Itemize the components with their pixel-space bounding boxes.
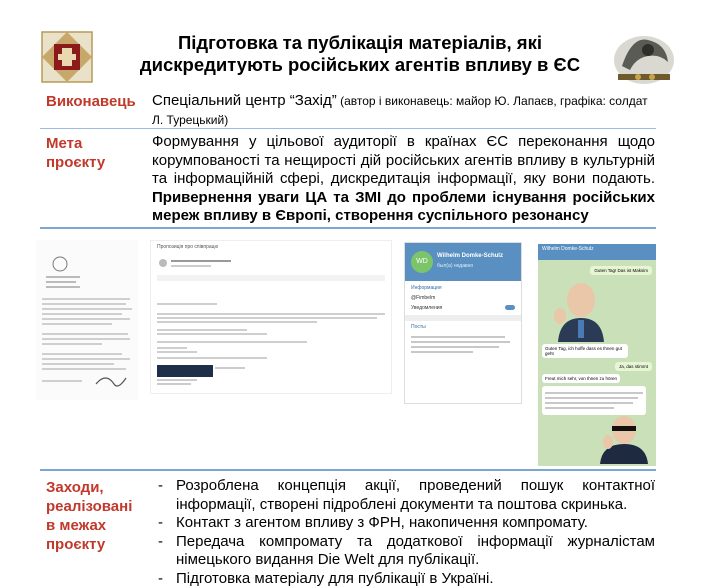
measures-label-line-1: Заходи, — [46, 478, 132, 497]
tg-profile-header — [405, 243, 521, 281]
executor-main: Спеціальний центр “Захід” — [152, 92, 337, 109]
sticker-portrait-icon — [546, 278, 616, 342]
page-title — [110, 32, 610, 76]
email-body-graphic — [151, 253, 391, 393]
tg-chat-header: Wilhelm Domke-Schulz — [538, 244, 656, 260]
chat-long-message — [542, 386, 646, 415]
list-item-text: Розроблена концепція акції, проведений пошук контактної інформації, створені підроблені документи та поштова скринька. — [176, 477, 655, 514]
chat-message: Ja, das stimmt — [615, 362, 652, 371]
divider — [40, 469, 656, 471]
emblem-logo-left — [40, 28, 94, 86]
goal-label-line-2: проєкту — [46, 153, 105, 172]
chat-message: Guten Tag, ich hoffe dass es Ihnen gut geht — [542, 344, 628, 358]
goal-text-normal: Формування у цільової аудиторії в країнах ЄС переконання щодо корумпованості та нещирості дій російських агентів впливу в культурній та інформаційній сфері, дискредитація інформації, яку вони подають. — [152, 133, 655, 187]
goal-label — [46, 134, 105, 172]
measures-list — [158, 477, 655, 588]
letter-document-image — [36, 240, 138, 400]
goal-text — [152, 133, 655, 226]
executor-detail: (автор і виконавець: майор Ю. Лапаєв, графіка: солдат Л. Турецький) — [152, 94, 648, 127]
tg-handle: @Fimbelm — [405, 295, 521, 301]
executor-label: Виконавець — [46, 92, 136, 111]
tg-name: Wilhelm Domke-Schulz — [437, 253, 503, 259]
telegram-profile-image — [404, 242, 522, 404]
tg-post-lines — [405, 336, 521, 353]
tg-notifications-label: Уведомления — [411, 305, 442, 311]
tg-notifications-row — [405, 301, 521, 315]
list-item-text: Контакт з агентом впливу з ФРН, накопичення компромату. — [176, 514, 655, 533]
tg-info-label: Информация — [405, 281, 521, 295]
executor-text — [152, 92, 652, 129]
chat-message: Guten Tag! Das ist Maksim — [590, 266, 652, 275]
list-item-text: Передача компромату та додаткової інформації журналістам німецького видання Die Welt для публікації. — [176, 533, 655, 570]
telegram-chat-image — [538, 244, 656, 466]
divider — [40, 128, 656, 129]
list-item: - Підготовка матеріалу для публікації в Україні. — [158, 570, 655, 588]
list-item: - Передача компромату та додаткової інформації журналістам німецького видання Die Welt для публікації. — [158, 533, 655, 570]
list-item: - Контакт з агентом впливу з ФРН, накопичення компромату. — [158, 514, 655, 533]
tg-avatar: WD — [411, 251, 433, 273]
toggle-icon — [505, 305, 515, 310]
sticker-portrait-icon — [594, 412, 654, 464]
list-item-text: Підготовка матеріалу для публікації в Україні. — [176, 570, 655, 588]
title-line-2: дискредитують російських агентів впливу в ЄС — [110, 54, 610, 76]
email-screenshot-image — [150, 240, 392, 394]
title-line-1: Підготовка та публікація матеріалів, які — [110, 32, 610, 54]
divider — [40, 227, 656, 229]
letter-document-graphic — [36, 240, 138, 400]
list-item: - Розроблена концепція акції, проведений пошук контактної інформації, створені підроблені документи та поштова скринька. — [158, 477, 655, 514]
goal-text-bold: Привернення уваги ЦА та ЗМІ до проблеми існування російських мереж впливу в Європі, створення суспільного резонансу — [152, 189, 655, 225]
measures-label — [46, 478, 132, 554]
measures-label-line-2: реалізовані — [46, 497, 132, 516]
tg-status: был(а) недавно — [437, 263, 473, 269]
goal-label-line-1: Мета — [46, 134, 105, 153]
email-subject: Пропозиція про співпрацю — [151, 241, 391, 253]
measures-label-line-3: в межах — [46, 516, 132, 535]
chat-message: Freut mich sehr, von Ihnen zu hören — [542, 374, 620, 383]
emblem-logo-right — [608, 26, 680, 90]
tg-posts-label: Посты — [405, 321, 521, 333]
measures-label-line-4: проєкту — [46, 535, 132, 554]
